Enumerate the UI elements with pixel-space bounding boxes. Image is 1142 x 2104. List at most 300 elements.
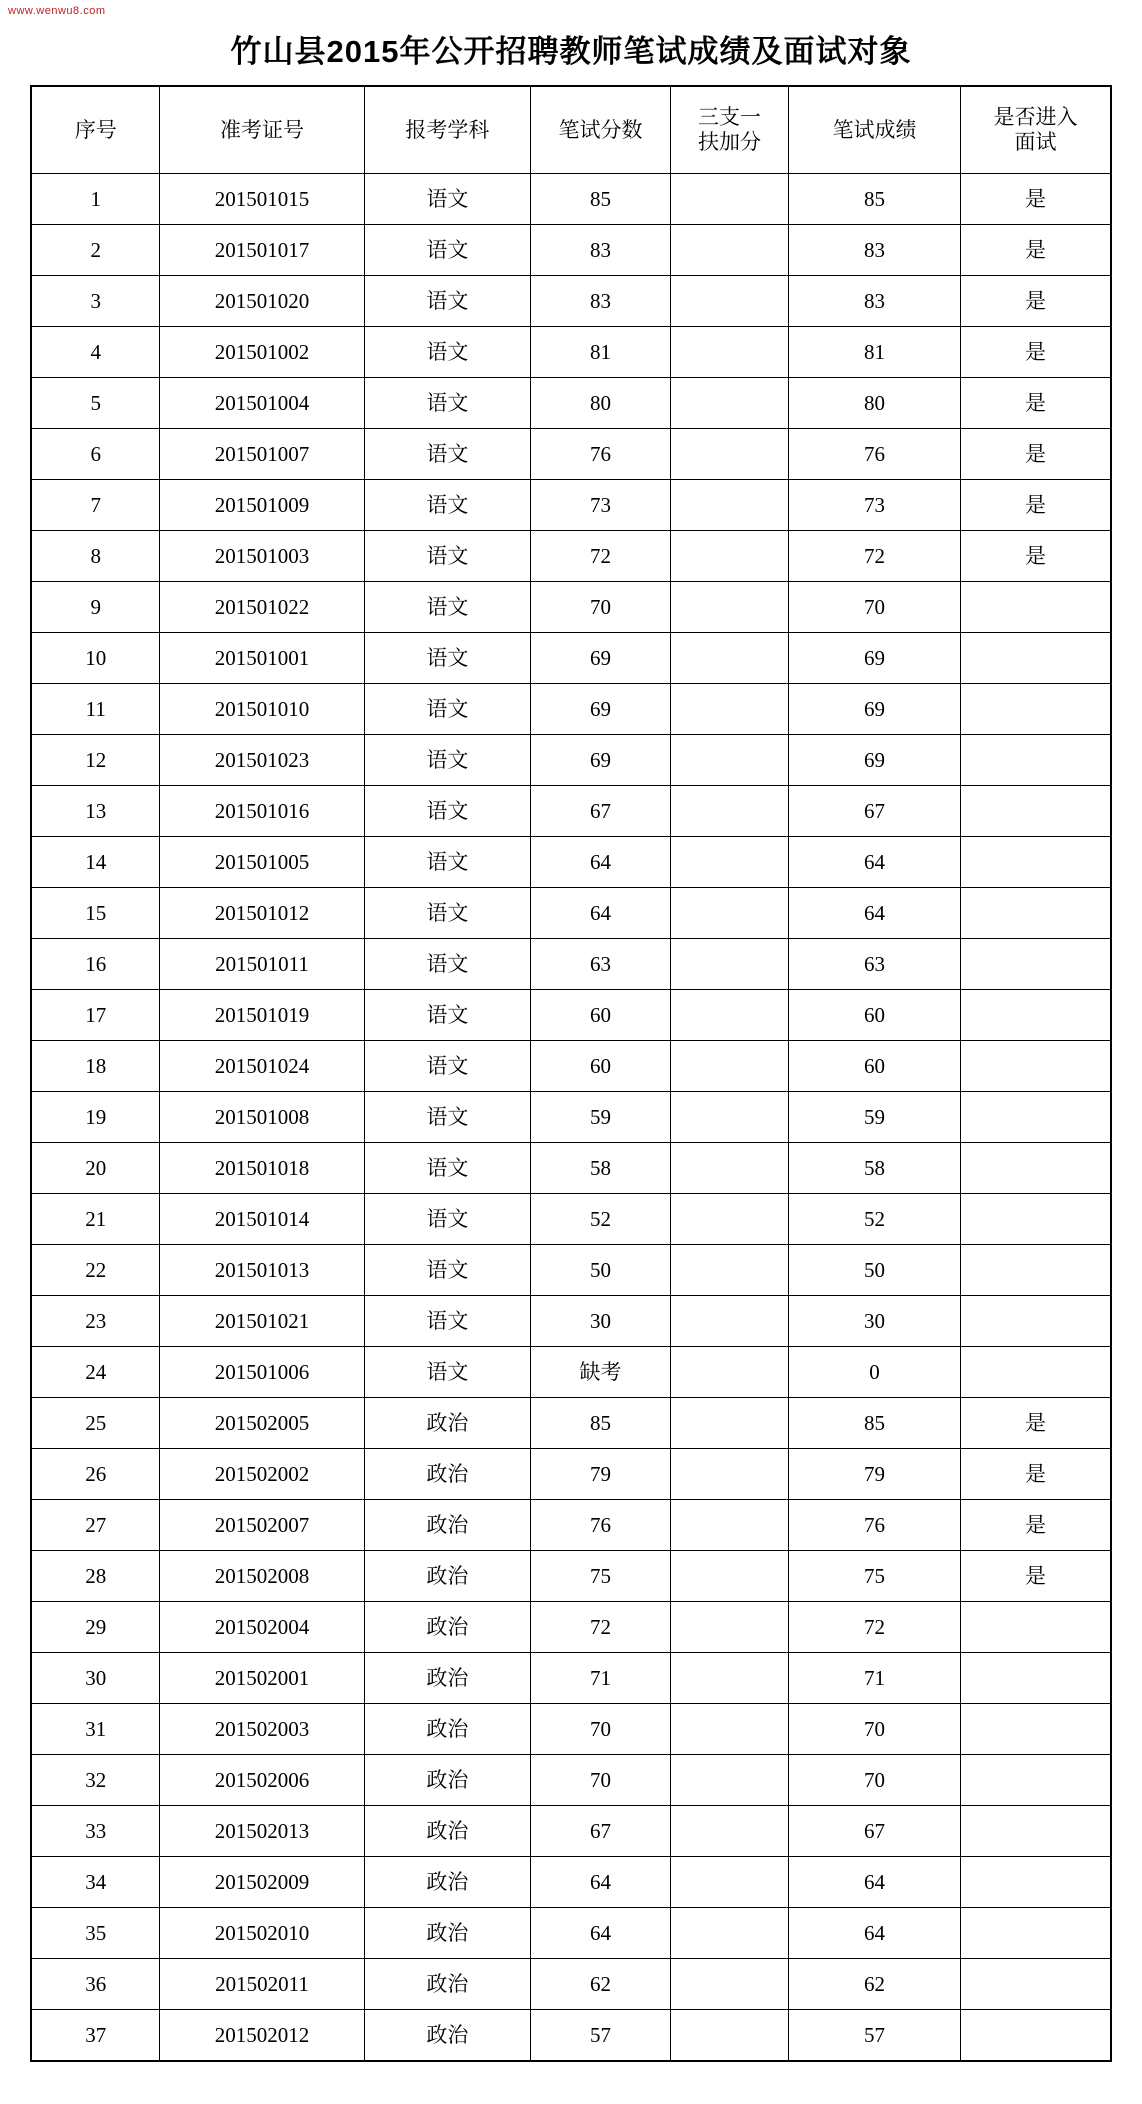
- grades-table: [30, 85, 1112, 2062]
- cell-index: 4: [31, 327, 160, 378]
- cell-bonus: [670, 1092, 788, 1143]
- cell-interview: [961, 1296, 1111, 1347]
- cell-bonus: [670, 1143, 788, 1194]
- cell-exam-number: 201501020: [160, 276, 364, 327]
- cell-bonus: [670, 735, 788, 786]
- cell-index: 35: [31, 1908, 160, 1959]
- cell-subject: 语文: [364, 582, 531, 633]
- cell-final-score: 72: [789, 1602, 961, 1653]
- cell-interview: [961, 1806, 1111, 1857]
- cell-subject: 语文: [364, 1092, 531, 1143]
- cell-written-score: 50: [531, 1245, 671, 1296]
- cell-final-score: 64: [789, 1908, 961, 1959]
- cell-written-score: 67: [531, 1806, 671, 1857]
- cell-exam-number: 201501013: [160, 1245, 364, 1296]
- cell-exam-number: 201501014: [160, 1194, 364, 1245]
- cell-written-score: 52: [531, 1194, 671, 1245]
- cell-interview: [961, 1908, 1111, 1959]
- page-title: 竹山县2015年公开招聘教师笔试成绩及面试对象: [230, 34, 912, 69]
- table-row: [31, 2010, 1111, 2062]
- cell-index: 2: [31, 225, 160, 276]
- cell-written-score: 85: [531, 1398, 671, 1449]
- cell-index: 36: [31, 1959, 160, 2010]
- table-row: [31, 276, 1111, 327]
- cell-interview: [961, 1755, 1111, 1806]
- cell-written-score: 69: [531, 735, 671, 786]
- cell-final-score: 85: [789, 174, 961, 225]
- cell-subject: 政治: [364, 1755, 531, 1806]
- cell-final-score: 83: [789, 276, 961, 327]
- cell-exam-number: 201502008: [160, 1551, 364, 1602]
- cell-final-score: 69: [789, 735, 961, 786]
- cell-subject: 政治: [364, 1653, 531, 1704]
- cell-subject: 语文: [364, 735, 531, 786]
- cell-written-score: 64: [531, 888, 671, 939]
- cell-written-score: 76: [531, 1500, 671, 1551]
- column-header-interview-line2: 面试: [1014, 130, 1057, 154]
- cell-subject: 政治: [364, 2010, 531, 2062]
- cell-written-score: 63: [531, 939, 671, 990]
- column-header-exam-number: 准考证号: [160, 86, 364, 174]
- cell-final-score: 67: [789, 786, 961, 837]
- cell-exam-number: 201502011: [160, 1959, 364, 2010]
- cell-interview: 是: [961, 276, 1111, 327]
- table-row: [31, 174, 1111, 225]
- cell-subject: 语文: [364, 1347, 531, 1398]
- table-row: [31, 225, 1111, 276]
- cell-written-score: 59: [531, 1092, 671, 1143]
- cell-final-score: 30: [789, 1296, 961, 1347]
- table-row: [31, 1602, 1111, 1653]
- cell-interview: [961, 1704, 1111, 1755]
- cell-interview: 是: [961, 1398, 1111, 1449]
- cell-written-score: 72: [531, 531, 671, 582]
- cell-index: 7: [31, 480, 160, 531]
- cell-interview: [961, 1092, 1111, 1143]
- cell-exam-number: 201501022: [160, 582, 364, 633]
- cell-index: 12: [31, 735, 160, 786]
- table-row: [31, 1806, 1111, 1857]
- table-row: [31, 1551, 1111, 1602]
- cell-exam-number: 201501023: [160, 735, 364, 786]
- cell-exam-number: 201501005: [160, 837, 364, 888]
- table-row: [31, 429, 1111, 480]
- cell-bonus: [670, 1959, 788, 2010]
- cell-subject: 政治: [364, 1806, 531, 1857]
- cell-final-score: 67: [789, 1806, 961, 1857]
- cell-exam-number: 201501002: [160, 327, 364, 378]
- table-row: [31, 1704, 1111, 1755]
- table-row: [31, 888, 1111, 939]
- cell-interview: [961, 939, 1111, 990]
- cell-index: 14: [31, 837, 160, 888]
- column-header-subject: 报考学科: [364, 86, 531, 174]
- cell-subject: 语文: [364, 1194, 531, 1245]
- cell-exam-number: 201501017: [160, 225, 364, 276]
- cell-subject: 语文: [364, 1245, 531, 1296]
- table-row: [31, 735, 1111, 786]
- cell-bonus: [670, 1449, 788, 1500]
- cell-written-score: 81: [531, 327, 671, 378]
- cell-bonus: [670, 786, 788, 837]
- cell-index: 1: [31, 174, 160, 225]
- cell-subject: 政治: [364, 1908, 531, 1959]
- cell-written-score: 57: [531, 2010, 671, 2062]
- cell-exam-number: 201502001: [160, 1653, 364, 1704]
- cell-interview: 是: [961, 174, 1111, 225]
- cell-final-score: 64: [789, 1857, 961, 1908]
- table-row: [31, 378, 1111, 429]
- cell-index: 31: [31, 1704, 160, 1755]
- cell-written-score: 71: [531, 1653, 671, 1704]
- cell-interview: [961, 735, 1111, 786]
- table-header-row: [31, 86, 1111, 174]
- table-row: [31, 1959, 1111, 2010]
- cell-index: 33: [31, 1806, 160, 1857]
- cell-final-score: 50: [789, 1245, 961, 1296]
- cell-bonus: [670, 888, 788, 939]
- cell-index: 27: [31, 1500, 160, 1551]
- cell-index: 6: [31, 429, 160, 480]
- cell-final-score: 59: [789, 1092, 961, 1143]
- cell-subject: 语文: [364, 225, 531, 276]
- table-row: [31, 1194, 1111, 1245]
- cell-bonus: [670, 939, 788, 990]
- cell-subject: 语文: [364, 837, 531, 888]
- column-header-bonus: [670, 86, 788, 174]
- cell-exam-number: 201501008: [160, 1092, 364, 1143]
- cell-interview: [961, 1143, 1111, 1194]
- cell-subject: 语文: [364, 480, 531, 531]
- cell-index: 8: [31, 531, 160, 582]
- cell-bonus: [670, 990, 788, 1041]
- cell-subject: 政治: [364, 1857, 531, 1908]
- cell-bonus: [670, 1704, 788, 1755]
- cell-index: 16: [31, 939, 160, 990]
- cell-final-score: 73: [789, 480, 961, 531]
- cell-written-score: 83: [531, 276, 671, 327]
- cell-written-score: 85: [531, 174, 671, 225]
- cell-bonus: [670, 1398, 788, 1449]
- cell-exam-number: 201501007: [160, 429, 364, 480]
- table-row: [31, 633, 1111, 684]
- cell-bonus: [670, 378, 788, 429]
- cell-bonus: [670, 1908, 788, 1959]
- cell-interview: [961, 1857, 1111, 1908]
- cell-subject: 语文: [364, 990, 531, 1041]
- cell-exam-number: 201501016: [160, 786, 364, 837]
- cell-index: 28: [31, 1551, 160, 1602]
- cell-index: 18: [31, 1041, 160, 1092]
- table-row: [31, 582, 1111, 633]
- cell-interview: [961, 633, 1111, 684]
- cell-final-score: 85: [789, 1398, 961, 1449]
- cell-bonus: [670, 276, 788, 327]
- cell-written-score: 75: [531, 1551, 671, 1602]
- cell-written-score: 70: [531, 1704, 671, 1755]
- cell-bonus: [670, 1194, 788, 1245]
- cell-exam-number: 201501015: [160, 174, 364, 225]
- table-row: [31, 1296, 1111, 1347]
- cell-bonus: [670, 327, 788, 378]
- column-header-final-score: 笔试成绩: [789, 86, 961, 174]
- cell-subject: 语文: [364, 888, 531, 939]
- cell-written-score: 76: [531, 429, 671, 480]
- cell-exam-number: 201501003: [160, 531, 364, 582]
- cell-interview: 是: [961, 327, 1111, 378]
- table-row: [31, 327, 1111, 378]
- cell-final-score: 75: [789, 1551, 961, 1602]
- cell-interview: [961, 1959, 1111, 2010]
- cell-final-score: 81: [789, 327, 961, 378]
- cell-bonus: [670, 480, 788, 531]
- cell-exam-number: 201501012: [160, 888, 364, 939]
- cell-interview: 是: [961, 1500, 1111, 1551]
- cell-index: 3: [31, 276, 160, 327]
- cell-bonus: [670, 1245, 788, 1296]
- cell-index: 20: [31, 1143, 160, 1194]
- cell-final-score: 80: [789, 378, 961, 429]
- cell-exam-number: 201501004: [160, 378, 364, 429]
- column-header-interview-line1: 是否进入: [993, 104, 1078, 129]
- cell-subject: 语文: [364, 531, 531, 582]
- cell-final-score: 71: [789, 1653, 961, 1704]
- cell-subject: 语文: [364, 276, 531, 327]
- cell-interview: [961, 1194, 1111, 1245]
- column-header-interview: [961, 86, 1111, 174]
- cell-index: 21: [31, 1194, 160, 1245]
- cell-interview: [961, 888, 1111, 939]
- cell-index: 26: [31, 1449, 160, 1500]
- cell-exam-number: 201501010: [160, 684, 364, 735]
- cell-interview: [961, 786, 1111, 837]
- cell-written-score: 64: [531, 1908, 671, 1959]
- cell-subject: 语文: [364, 633, 531, 684]
- cell-subject: 语文: [364, 786, 531, 837]
- cell-exam-number: 201502005: [160, 1398, 364, 1449]
- table-row: [31, 1857, 1111, 1908]
- cell-subject: 政治: [364, 1704, 531, 1755]
- cell-exam-number: 201502012: [160, 2010, 364, 2062]
- cell-written-score: 69: [531, 684, 671, 735]
- table-row: [31, 786, 1111, 837]
- cell-interview: [961, 990, 1111, 1041]
- cell-interview: 是: [961, 429, 1111, 480]
- cell-written-score: 79: [531, 1449, 671, 1500]
- cell-subject: 政治: [364, 1500, 531, 1551]
- cell-written-score: 60: [531, 1041, 671, 1092]
- cell-bonus: [670, 1296, 788, 1347]
- cell-final-score: 70: [789, 1755, 961, 1806]
- table-row: [31, 939, 1111, 990]
- cell-exam-number: 201501018: [160, 1143, 364, 1194]
- cell-exam-number: 201501001: [160, 633, 364, 684]
- cell-bonus: [670, 1755, 788, 1806]
- cell-interview: 是: [961, 1551, 1111, 1602]
- cell-written-score: 64: [531, 1857, 671, 1908]
- cell-exam-number: 201502004: [160, 1602, 364, 1653]
- cell-interview: 是: [961, 1449, 1111, 1500]
- cell-written-score: 缺考: [531, 1347, 671, 1398]
- cell-final-score: 58: [789, 1143, 961, 1194]
- cell-written-score: 30: [531, 1296, 671, 1347]
- column-header-bonus-line1: 三支一: [697, 104, 761, 129]
- cell-subject: 语文: [364, 378, 531, 429]
- table-row: [31, 990, 1111, 1041]
- cell-index: 17: [31, 990, 160, 1041]
- cell-subject: 政治: [364, 1449, 531, 1500]
- cell-bonus: [670, 1806, 788, 1857]
- cell-bonus: [670, 174, 788, 225]
- cell-index: 19: [31, 1092, 160, 1143]
- cell-subject: 政治: [364, 1551, 531, 1602]
- cell-index: 23: [31, 1296, 160, 1347]
- cell-bonus: [670, 1653, 788, 1704]
- cell-final-score: 60: [789, 990, 961, 1041]
- cell-final-score: 64: [789, 888, 961, 939]
- cell-written-score: 73: [531, 480, 671, 531]
- cell-exam-number: 201501009: [160, 480, 364, 531]
- table-header: [31, 86, 1111, 174]
- cell-written-score: 80: [531, 378, 671, 429]
- cell-exam-number: 201502009: [160, 1857, 364, 1908]
- cell-written-score: 72: [531, 1602, 671, 1653]
- cell-exam-number: 201501006: [160, 1347, 364, 1398]
- cell-interview: [961, 1347, 1111, 1398]
- table-row: [31, 1755, 1111, 1806]
- cell-final-score: 69: [789, 633, 961, 684]
- cell-interview: [961, 684, 1111, 735]
- cell-bonus: [670, 633, 788, 684]
- watermark-text: www.wenwu8.com: [8, 5, 106, 17]
- cell-exam-number: 201502010: [160, 1908, 364, 1959]
- cell-final-score: 64: [789, 837, 961, 888]
- cell-bonus: [670, 837, 788, 888]
- cell-interview: [961, 582, 1111, 633]
- cell-index: 34: [31, 1857, 160, 1908]
- cell-final-score: 83: [789, 225, 961, 276]
- cell-exam-number: 201502003: [160, 1704, 364, 1755]
- cell-index: 15: [31, 888, 160, 939]
- table-row: [31, 480, 1111, 531]
- table-row: [31, 684, 1111, 735]
- cell-bonus: [670, 2010, 788, 2062]
- cell-index: 37: [31, 2010, 160, 2062]
- table-row: [31, 531, 1111, 582]
- table-row: [31, 1041, 1111, 1092]
- cell-exam-number: 201502006: [160, 1755, 364, 1806]
- cell-index: 29: [31, 1602, 160, 1653]
- cell-index: 10: [31, 633, 160, 684]
- cell-exam-number: 201502007: [160, 1500, 364, 1551]
- cell-subject: 语文: [364, 429, 531, 480]
- table-row: [31, 1398, 1111, 1449]
- cell-exam-number: 201501024: [160, 1041, 364, 1092]
- cell-final-score: 60: [789, 1041, 961, 1092]
- cell-subject: 政治: [364, 1959, 531, 2010]
- cell-index: 13: [31, 786, 160, 837]
- cell-subject: 语文: [364, 174, 531, 225]
- cell-subject: 语文: [364, 1143, 531, 1194]
- cell-written-score: 60: [531, 990, 671, 1041]
- cell-interview: 是: [961, 225, 1111, 276]
- cell-bonus: [670, 1500, 788, 1551]
- table-row: [31, 1245, 1111, 1296]
- cell-index: 24: [31, 1347, 160, 1398]
- cell-interview: [961, 1653, 1111, 1704]
- cell-final-score: 79: [789, 1449, 961, 1500]
- cell-interview: [961, 837, 1111, 888]
- cell-final-score: 62: [789, 1959, 961, 2010]
- cell-bonus: [670, 531, 788, 582]
- cell-interview: [961, 1041, 1111, 1092]
- cell-exam-number: 201502013: [160, 1806, 364, 1857]
- cell-final-score: 57: [789, 2010, 961, 2062]
- table-row: [31, 1653, 1111, 1704]
- cell-exam-number: 201501011: [160, 939, 364, 990]
- cell-final-score: 69: [789, 684, 961, 735]
- cell-subject: 语文: [364, 1041, 531, 1092]
- cell-interview: 是: [961, 378, 1111, 429]
- cell-subject: 政治: [364, 1398, 531, 1449]
- table-row: [31, 1908, 1111, 1959]
- column-header-written-score: 笔试分数: [531, 86, 671, 174]
- cell-index: 5: [31, 378, 160, 429]
- cell-final-score: 70: [789, 582, 961, 633]
- cell-bonus: [670, 429, 788, 480]
- cell-exam-number: 201502002: [160, 1449, 364, 1500]
- table-row: [31, 837, 1111, 888]
- cell-written-score: 67: [531, 786, 671, 837]
- cell-bonus: [670, 684, 788, 735]
- table-row: [31, 1143, 1111, 1194]
- cell-written-score: 58: [531, 1143, 671, 1194]
- cell-written-score: 62: [531, 1959, 671, 2010]
- cell-final-score: 63: [789, 939, 961, 990]
- cell-bonus: [670, 582, 788, 633]
- cell-subject: 语文: [364, 327, 531, 378]
- cell-final-score: 76: [789, 1500, 961, 1551]
- cell-bonus: [670, 225, 788, 276]
- table-row: [31, 1449, 1111, 1500]
- cell-index: 9: [31, 582, 160, 633]
- cell-interview: [961, 1245, 1111, 1296]
- cell-interview: 是: [961, 531, 1111, 582]
- table-row: [31, 1092, 1111, 1143]
- cell-index: 22: [31, 1245, 160, 1296]
- cell-interview: [961, 1602, 1111, 1653]
- cell-written-score: 70: [531, 1755, 671, 1806]
- cell-final-score: 76: [789, 429, 961, 480]
- cell-index: 25: [31, 1398, 160, 1449]
- cell-subject: 语文: [364, 939, 531, 990]
- column-header-index: 序号: [31, 86, 160, 174]
- cell-subject: 语文: [364, 1296, 531, 1347]
- cell-written-score: 70: [531, 582, 671, 633]
- cell-index: 30: [31, 1653, 160, 1704]
- cell-written-score: 83: [531, 225, 671, 276]
- cell-bonus: [670, 1347, 788, 1398]
- table-body: [31, 174, 1111, 2062]
- cell-written-score: 69: [531, 633, 671, 684]
- cell-subject: 政治: [364, 1602, 531, 1653]
- cell-exam-number: 201501019: [160, 990, 364, 1041]
- cell-index: 11: [31, 684, 160, 735]
- table-row: [31, 1500, 1111, 1551]
- cell-bonus: [670, 1602, 788, 1653]
- cell-final-score: 52: [789, 1194, 961, 1245]
- cell-final-score: 72: [789, 531, 961, 582]
